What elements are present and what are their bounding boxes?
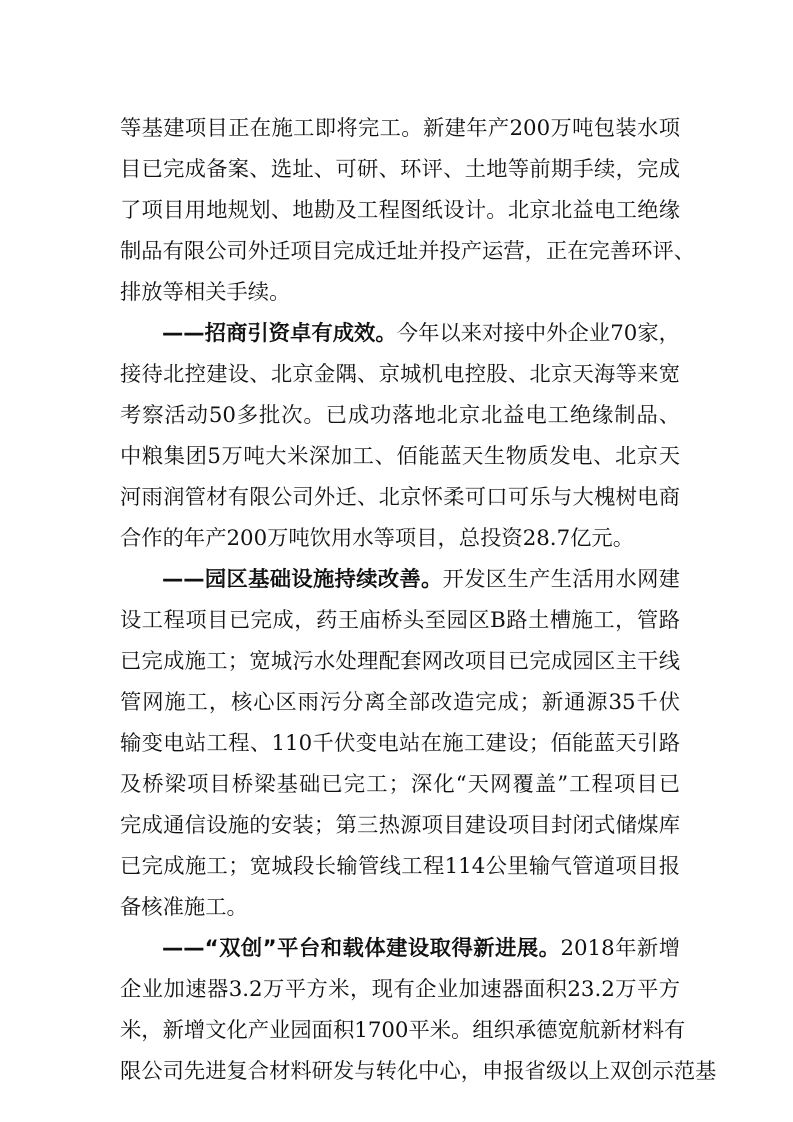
text-line: 及桥梁项目桥梁基础已完工；深化“天网覆盖”工程项目已 [120,772,680,797]
text-run: 开发区生产生活用水网建 [442,567,680,592]
text-line: 河雨润管材有限公司外迁、北京怀柔可口可乐与大槐树电商 [120,485,680,510]
section-heading: ——园区基础设施持续改善。 [162,567,443,592]
text-line: 接待北控建设、北京金隅、京城机电控股、北京天海等来宽 [120,362,680,387]
text-line: 限公司先进复合材料研发与转化中心，申报省级以上双创示范基 [120,1059,717,1084]
text-line: 了项目用地规划、地勘及工程图纸设计。北京北益电工绝缘 [120,198,680,223]
text-line: 合作的年产200万吨饮用水等项目，总投资28.7亿元。 [120,526,635,551]
text-line: 米，新增文化产业园面积1700平米。组织承德宽航新材料有 [120,1018,686,1043]
text-run: 今年以来对接中外企业70家， [396,321,680,346]
paragraph-first-line [162,929,680,969]
text-line: 制品有限公司外迁项目完成迁址并投产运营，正在完善环评、 [120,239,696,264]
text-line: 完成通信设施的安装；第三热源项目建设项目封闭式储煤库 [120,813,680,838]
text-line: 中粮集团5万吨大米深加工、佰能蓝天生物质发电、北京天 [120,444,680,469]
text-line: 目已完成备案、选址、可研、环评、土地等前期手续，完成 [120,157,680,182]
text-line: 等基建项目正在施工即将完工。新建年产200万吨包装水项 [120,116,680,141]
paragraph-first-line [162,560,680,600]
text-run: 2018年新增 [560,936,681,961]
text-line: 企业加速器3.2万平方米，现有企业加速器面积23.2万平方 [120,977,680,1002]
paragraph-first-line [162,314,680,354]
text-line: 输变电站工程、110千伏变电站在施工建设；佰能蓝天引路 [120,731,680,756]
text-line: 设工程项目已完成，药王庙桥头至园区B路土槽施工，管路 [120,608,680,633]
text-line: 排放等相关手续。 [120,280,291,305]
text-line: 考察活动50多批次。已成功落地北京北益电工绝缘制品、 [120,403,680,428]
section-heading: ——招商引资卓有成效。 [162,321,397,346]
text-line: 已完成施工；宽城污水处理配套网改项目已完成园区主干线 [120,649,680,674]
text-line: 备核准施工。 [120,895,248,920]
section-heading: ——“双创”平台和载体建设取得新进展。 [162,936,561,961]
text-line: 管网施工，核心区雨污分离全部改造完成；新通源35千伏 [120,690,680,715]
text-line: 已完成施工；宽城段长输管线工程114公里输气管道项目报 [120,854,680,879]
